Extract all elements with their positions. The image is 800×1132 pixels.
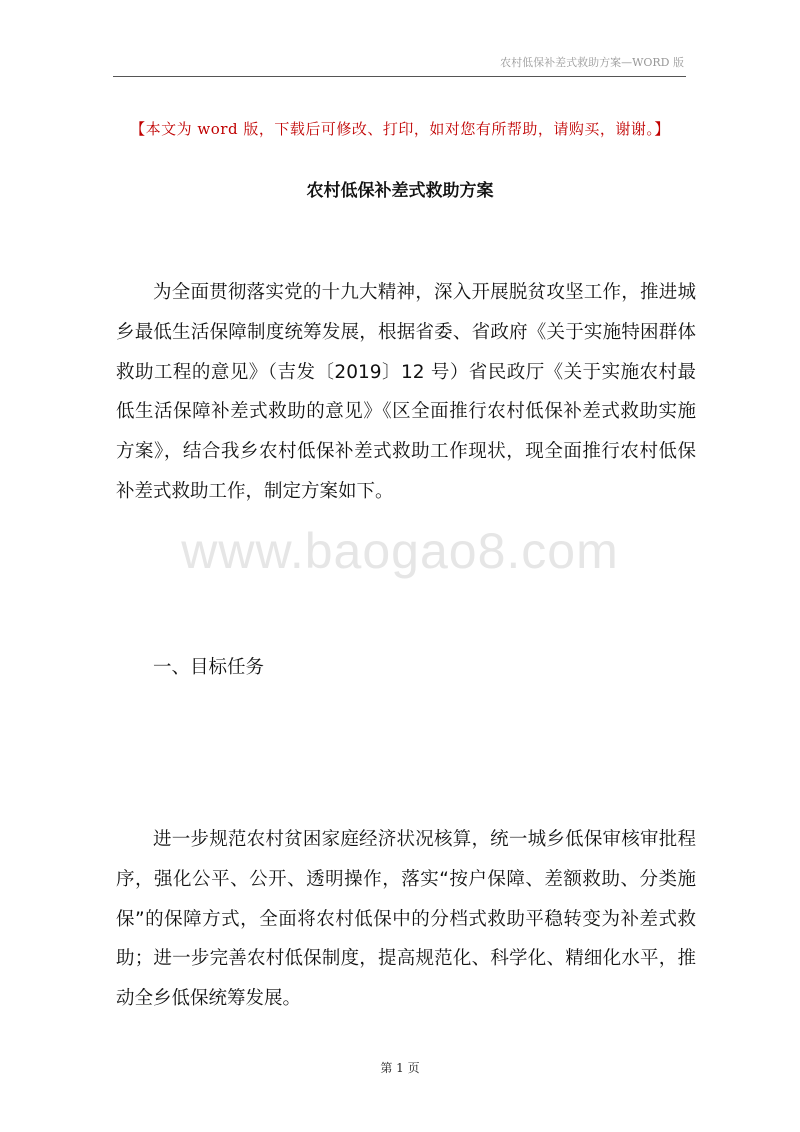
header-text: 农村低保补差式救助方案—WORD 版 [500,56,684,69]
intro-paragraph: 为全面贯彻落实党的十九大精神，深入开展脱贫攻坚工作，推进城乡最低生活保障制度统筹发展，根据省委、省政府《关于实施特困群体救助工程的意见》（吉发〔2019〕12 号）省民政厅《关于实施农村最低生活保障补差式救助的意见》《区全面推行农村低保补差式救助实施方案》，结合我乡农村低保补差式救助工作现状，现全面推行农村低保补差式救助工作，制定方案如下。 [116,282,696,502]
page-number: 第 1 页 [380,1061,420,1075]
purchase-notice: 【本文为 word 版，下载后可修改、打印，如对您有所帮助，请购买，谢谢。】 [130,120,670,138]
document-title: 农村低保补差式救助方案 [306,181,494,201]
page-header [113,50,686,77]
section-heading: 一、目标任务 [153,657,265,678]
watermark: www.baogao8.com [181,523,619,579]
goal-paragraph: 进一步规范农村贫困家庭经济状况核算，统一城乡低保审核审批程序，强化公平、公开、透明操作，落实“按户保障、差额救助、分类施保”的保障方式，全面将农村低保中的分档式救助平稳转变为补差式救助；进一步完善农村低保制度，提高规范化、科学化、精细化水平，推动全乡低保统筹发展。 [116,829,696,1010]
